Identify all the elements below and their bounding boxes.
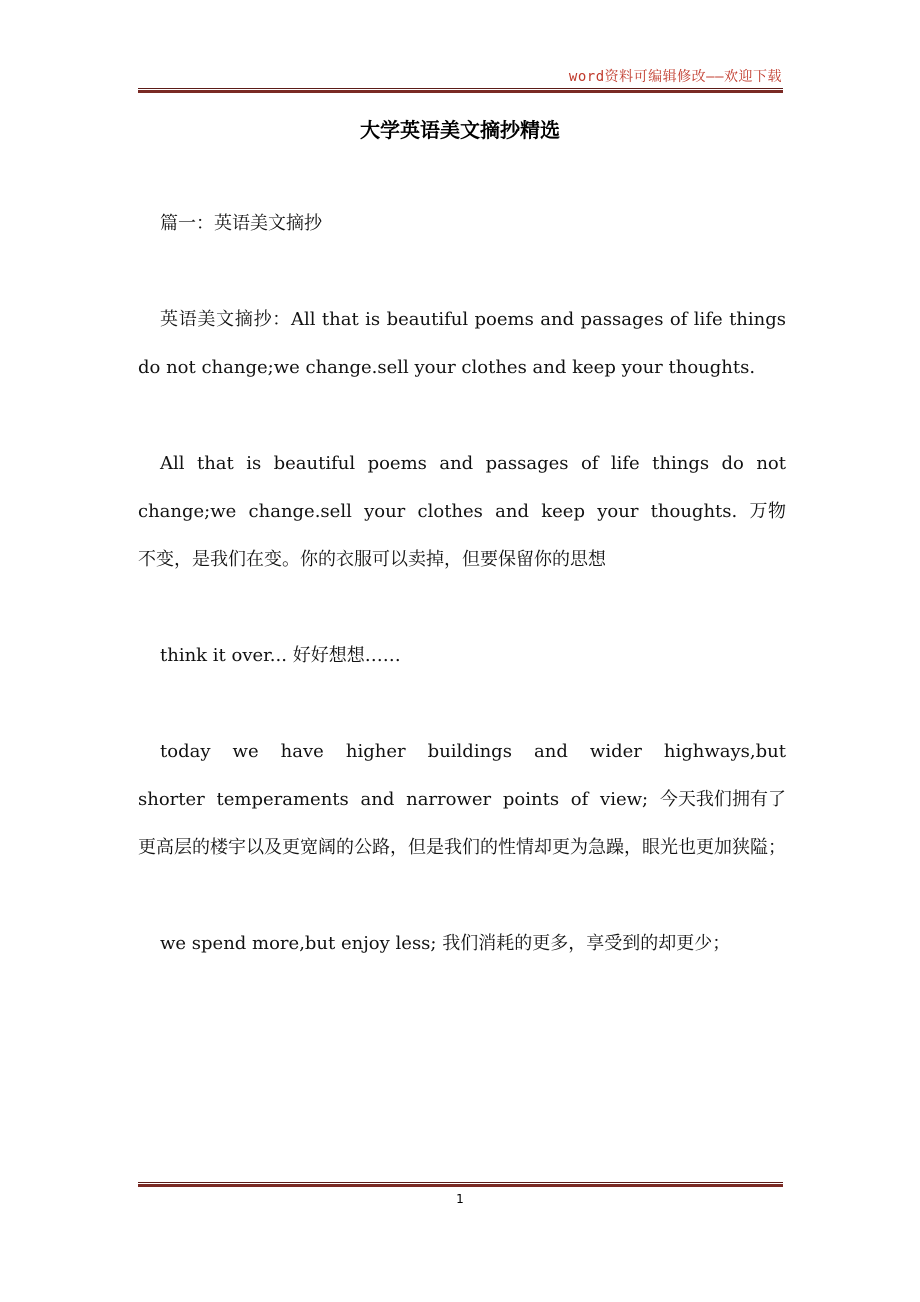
- paragraph: today we have higher buildings and wider highways,but shorter temperaments and narrower points of view; 今天我们拥有了更高层的楼宇以及更宽阔的公路，但是我们的性情却更为急躁，眼光也更加狭隘；: [138, 741, 786, 858]
- footer-rule: [138, 1182, 783, 1187]
- paragraph: we spend more,but enjoy less; 我们消耗的更多，享受到的却更少；: [160, 933, 731, 954]
- header-rule: [138, 88, 783, 93]
- header-note: word资料可编辑修改——欢迎下载: [568, 69, 782, 85]
- paragraph: All that is beautiful poems and passages of life things do not change;we change.sell your clothes and keep your thoughts. 万物不变，是我们在变。你的衣服可以卖掉，但要保留你的思想: [138, 453, 786, 570]
- page-number: 1: [456, 1192, 464, 1206]
- paragraph: 英语美文摘抄：All that is beautiful poems and passages of life things do not change;we change.sell your clothes and keep your thoughts.: [138, 309, 786, 378]
- paragraph: think it over... 好好想想……: [160, 645, 401, 666]
- document-body: [138, 200, 786, 1016]
- document-title: 大学英语美文摘抄精选: [360, 118, 560, 142]
- section-heading: 篇一：英语美文摘抄: [160, 213, 322, 234]
